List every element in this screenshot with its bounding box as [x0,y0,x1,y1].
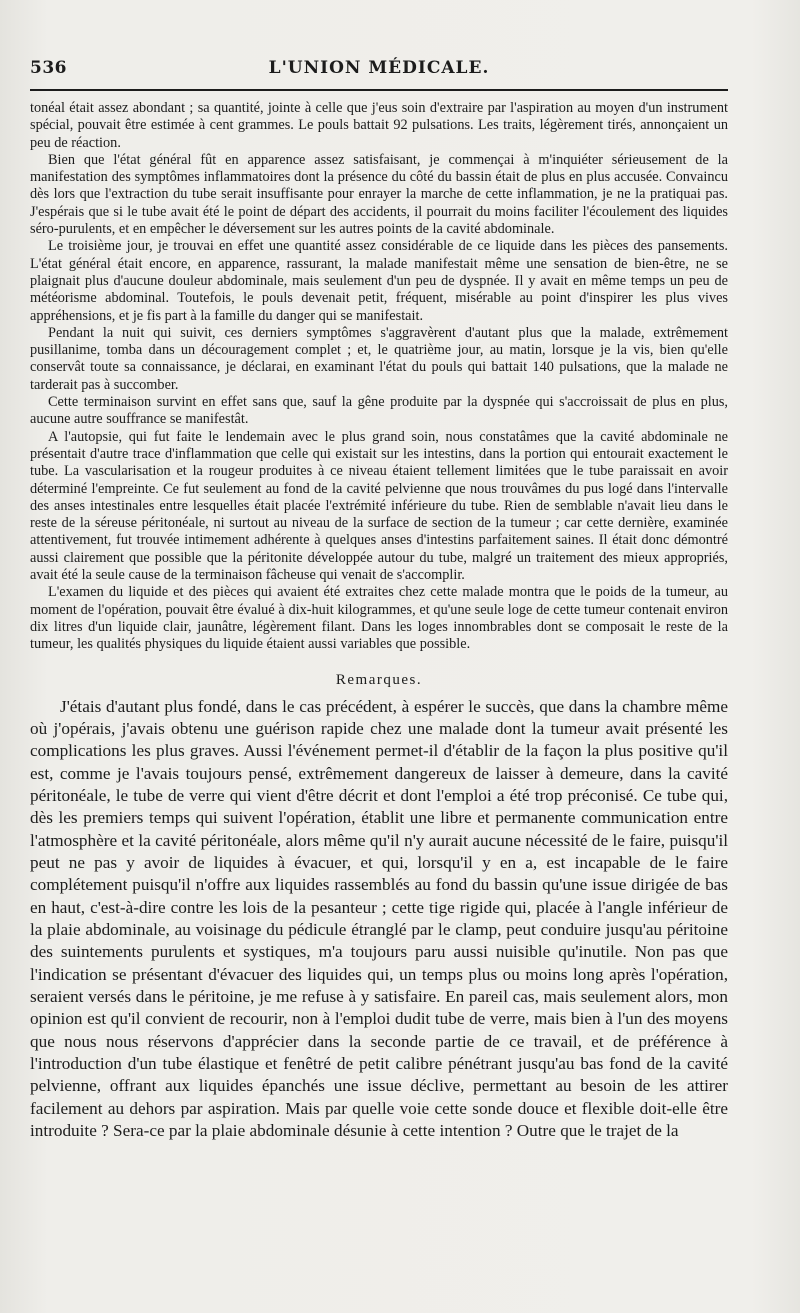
page-number: 536 [30,58,67,78]
page-header [30,58,728,84]
paragraph: J'étais d'autant plus fondé, dans le cas précédent, à espérer le succès, que dans la chambre même où j'opérais, j'avais obtenu une guérison rapide chez une malade dont la tumeur avait présenté les complications les plus graves. Aussi l'événement permet-il d'établir de la façon la plus positive qu'il est, comme je l'avais toujours pensé, extrêmement dangereux de laisser à demeure, dans la cavité péritonéale, le tube de verre qui vient d'être décrit et dont l'emploi a été trop préconisé. Ce tube qui, dès les premiers temps qui suivent l'opération, établit une libre et permanente communication entre l'atmosphère et la cavité péritonéale, alors même qu'il n'y aurait aucune nécessité de le faire, puisqu'il peut ne pas y avoir de liquides à évacuer, et qui, lorsqu'il y en a, est incapable de le faire complétement puisqu'il n'offre aux liquides rassemblés au fond du bassin qu'une issue dirigée de bas en haut, c'est-à-dire contre les lois de la pesanteur ; cette tige rigide qui, placée à l'angle inférieur de la plaie abdominale, au voisinage du pédicule étranglé par le clamp, peut conduire jusqu'au péritoine des suintements purulents et systiques, m'a toujours paru aussi nuisible qu'inutile. Non pas que l'indication se présentant d'évacuer des liquides qui, un temps plus ou moins long après l'opération, seraient versés dans le péritoine, je me refuse à y satisfaire. En pareil cas, mais seulement alors, mon opinion est qu'il convient de recourir, non à l'emploi dudit tube de verre, mais bien à l'un des moyens que nous nous réservons d'apprécier dans la seconde partie de ce travail, et de préférence à l'introduction d'un tube élastique et fenêtré de petit calibre pénétrant jusqu'au bas fond de la cavité pelvienne, offrant aux liquides épanchés une issue déclive, permettant au besoin de les attirer facilement au dehors par aspiration. Mais par quelle voie cette sonde douce et flexible doit-elle être introduite ? Sera-ce par la plaie abdominale désunie à cette intention ? Outre que le trajet de la [30,696,728,1141]
section-heading: Remarques. [335,671,423,688]
header-rule [30,89,728,91]
paragraph: Le troisième jour, je trouvai en effet une quantité assez considérable de ce liquide dans les pièces des pansements. L'état général était encore, en apparence, rassurant, la malade manifestait même une sensation de bien-être, ne se plaignait plus d'aucune douleur abdominale, mais seulement d'un peu de dyspnée. Il y avait en même temps un peu de météorisme abdominal. Toutefois, le pouls devenait petit, fréquent, misérable au point d'inspirer les plus vives appréhensions, et je fis part à la famille du danger qui se manifestait. [30,238,728,324]
paragraph: L'examen du liquide et des pièces qui avaient été extraites chez cette malade montra que le poids de la tumeur, au moment de l'opération, pouvait être évalué à dix-huit kilogrammes, et qu'une seule loge de cette tumeur contenait environ dix litres d'un liquide clair, jaunâtre, légèrement filant. Dans les loges innombrables dont se composait le reste de la tumeur, les qualités physiques du liquide étaient aussi variables que possible. [30,584,728,653]
paragraph: Cette terminaison survint en effet sans que, sauf la gêne produite par la dyspnée qui s'accroissait de plus en plus, aucune autre souffrance se manifestât. [30,394,728,428]
paragraph: A l'autopsie, qui fut faite le lendemain avec le plus grand soin, nous constatâmes que la cavité abdominale ne présentait d'autre trace d'inflammation que celle qui existait sur les intestins, dans la portion qui entourait exactement le tube. La vascularisation et la rougeur produites à ce niveau étaient tellement limitées que le tube paraissait en avoir déterminé l'empreinte. Ce fut seulement au fond de la cavité pelvienne que nous trouvâmes du pus logé dans l'intervalle des anses intestinales entre lesquelles était placée l'extrémité inférieure du tube. Rien de semblable n'avait lieu dans le reste de la séreuse péritonéale, ni surtout au niveau de la surface de section de la tumeur ; car cette dernière, examinée attentivement, fut trouvée intimement adhérente à quelques anses d'intestins parfaitement saines. Il était donc démontré aussi clairement que possible que la péritonite développée autour du tube, malgré un traitement des mieux appropriés, avait été la seule cause de la terminaison fâcheuse qui venait de s'accomplir. [30,428,728,584]
journal-title: L'UNION MÉDICALE. [268,58,490,78]
paragraph: Bien que l'état général fût en apparence assez satisfaisant, je commençai à m'inquiéter sérieusement de la manifestation des symptômes inflammatoires dont la présence du côté du bassin était de plus en plus accusée. Convaincu dès lors que l'extraction du tube serait insuffisante pour enrayer la marche de cette inflammation, je ne la pratiquai pas. J'espérais que si le tube avait été le point de départ des accidents, il pourrait du moins faciliter l'écoulement des liquides séro-purulents, et en empêcher le déversement sur les autres points de la cavité abdominale. [30,151,728,238]
case-report-section [30,100,728,654]
article-body [30,100,728,1142]
paragraph: tonéal était assez abondant ; sa quantité, jointe à celle que j'eus soin d'extraire par l'aspiration au moyen d'un instrument spécial, pouvait être estimée à cent grammes. Le pouls battait 92 pulsations. Les traits, légèrement tirés, annonçaient un peu de réaction. [30,100,728,151]
remarks-section [30,696,728,1143]
paragraph: Pendant la nuit qui suivit, ces derniers symptômes s'aggravèrent d'autant plus que la malade, extrêmement pusillanime, tomba dans un découragement complet ; et, le quatrième jour, au matin, lorsque je la vis, bien qu'elle conservât toute sa connaissance, je déclarai, en examinant l'état du pouls qui battait 140 pulsations, que la malade ne tarderait pas à succomber. [30,324,728,393]
